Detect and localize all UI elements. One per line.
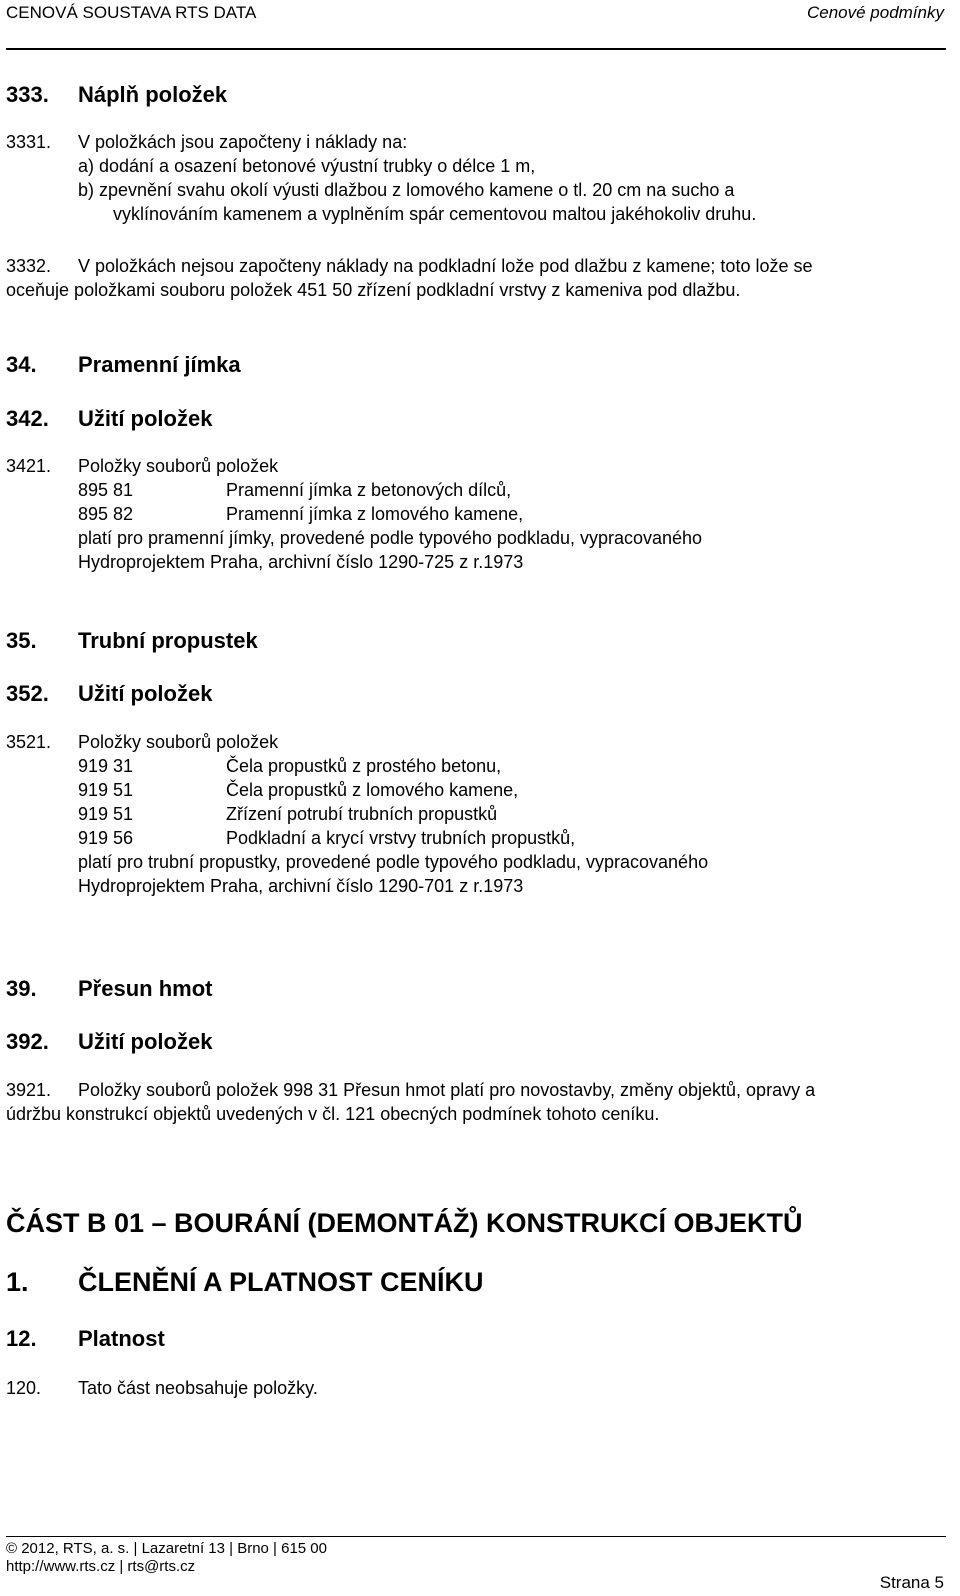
section-333-number: 333. xyxy=(6,82,49,107)
item-text: Čela propustků z prostého betonu, xyxy=(226,756,502,776)
item-text: Pramenní jímka z betonových dílců, xyxy=(226,480,512,500)
para-3921-line: údržbu konstrukcí objektů uvedených v čl. 121 obecných podmínek tohoto ceníku. xyxy=(6,1104,660,1124)
section-34-number: 34. xyxy=(6,352,37,377)
section-34-title: Pramenní jímka xyxy=(78,352,241,377)
section-342-number: 342. xyxy=(6,406,49,431)
section-35-number: 35. xyxy=(6,628,37,653)
para-3521-number: 3521. xyxy=(6,732,52,752)
para-3521-intro: Položky souborů položek xyxy=(78,732,279,752)
para-3421-line: Hydroprojektem Praha, archivní číslo 1290-725 z r.1973 xyxy=(78,552,524,572)
para-3421-number: 3421. xyxy=(6,456,52,476)
para-3331-line: a) dodání a osazení betonové výustní trubky o délce 1 m, xyxy=(78,156,536,176)
item-code: 919 31 xyxy=(78,756,134,776)
section-392-number: 392. xyxy=(6,1029,49,1054)
item-code: 919 51 xyxy=(78,780,134,800)
para-3331-number: 3331. xyxy=(6,132,52,152)
header-right: Cenové podmínky xyxy=(806,3,944,22)
item-code: 895 82 xyxy=(78,504,134,524)
section-342-title: Užití položek xyxy=(78,406,213,431)
header-rule xyxy=(6,48,946,50)
item-text: Čela propustků z lomového kamene, xyxy=(226,780,519,800)
para-120-text: Tato část neobsahuje položky. xyxy=(78,1378,318,1398)
para-3421-line: platí pro pramenní jímky, provedené podle typového podkladu, vypracovaného xyxy=(78,528,703,548)
part-b-title: ČÁST B 01 – BOURÁNÍ (DEMONTÁŽ) KONSTRUKCÍ OBJEKTŮ xyxy=(6,1208,803,1238)
item-text: Pramenní jímka z lomového kamene, xyxy=(226,504,524,524)
item-text: Podkladní a krycí vrstvy trubních propustků, xyxy=(226,828,576,848)
para-3921-line: Položky souborů položek 998 31 Přesun hmot platí pro novostavby, změny objektů, opravy a xyxy=(78,1080,816,1100)
para-3331-line: vyklínováním kamenem a vyplněním spár cementovou maltou jakéhokoliv druhu. xyxy=(113,204,757,224)
item-code: 919 56 xyxy=(78,828,134,848)
para-3332-line: V položkách nejsou započteny náklady na podkladní lože pod dlažbu z kamene; toto lože se xyxy=(78,256,813,276)
footer-rule xyxy=(6,1536,946,1537)
item-code: 895 81 xyxy=(78,480,134,500)
para-3421-intro: Položky souborů položek xyxy=(78,456,279,476)
section-12-number: 12. xyxy=(6,1326,37,1351)
header-left: CENOVÁ SOUSTAVA RTS DATA xyxy=(6,3,257,22)
section-352-title: Užití položek xyxy=(78,681,213,706)
page-number: Strana 5 xyxy=(879,1573,944,1592)
para-3331-line: b) zpevnění svahu okolí výusti dlažbou z lomového kamene o tl. 20 cm na sucho a xyxy=(78,180,735,200)
footer-copyright: © 2012, RTS, a. s. | Lazaretní 13 | Brno | 615 00 xyxy=(6,1540,327,1557)
item-code: 919 51 xyxy=(78,804,134,824)
section-392-title: Užití položek xyxy=(78,1029,213,1054)
section-39-title: Přesun hmot xyxy=(78,976,213,1001)
para-3521-line: Hydroprojektem Praha, archivní číslo 1290-701 z r.1973 xyxy=(78,876,524,896)
para-3332-number: 3332. xyxy=(6,256,52,276)
section-12-title: Platnost xyxy=(78,1326,165,1351)
section-352-number: 352. xyxy=(6,681,49,706)
section-39-number: 39. xyxy=(6,976,37,1001)
section-35-title: Trubní propustek xyxy=(78,628,258,653)
para-3921-number: 3921. xyxy=(6,1080,52,1100)
section-1-number: 1. xyxy=(6,1267,29,1297)
para-3521-line: platí pro trubní propustky, provedené podle typového podkladu, vypracovaného xyxy=(78,852,709,872)
item-text: Zřízení potrubí trubních propustků xyxy=(226,804,498,824)
para-3331-line: V položkách jsou započteny i náklady na: xyxy=(78,132,408,152)
section-1-title: ČLENĚNÍ A PLATNOST CENÍKU xyxy=(78,1267,484,1297)
para-120-number: 120. xyxy=(6,1378,42,1398)
footer-contact: http://www.rts.cz | rts@rts.cz xyxy=(6,1558,196,1575)
section-333-title: Náplň položek xyxy=(78,82,228,107)
para-3332-line: oceňuje položkami souboru položek 451 50 zřízení podkladní vrstvy z kameniva pod dlažbu. xyxy=(6,280,741,300)
